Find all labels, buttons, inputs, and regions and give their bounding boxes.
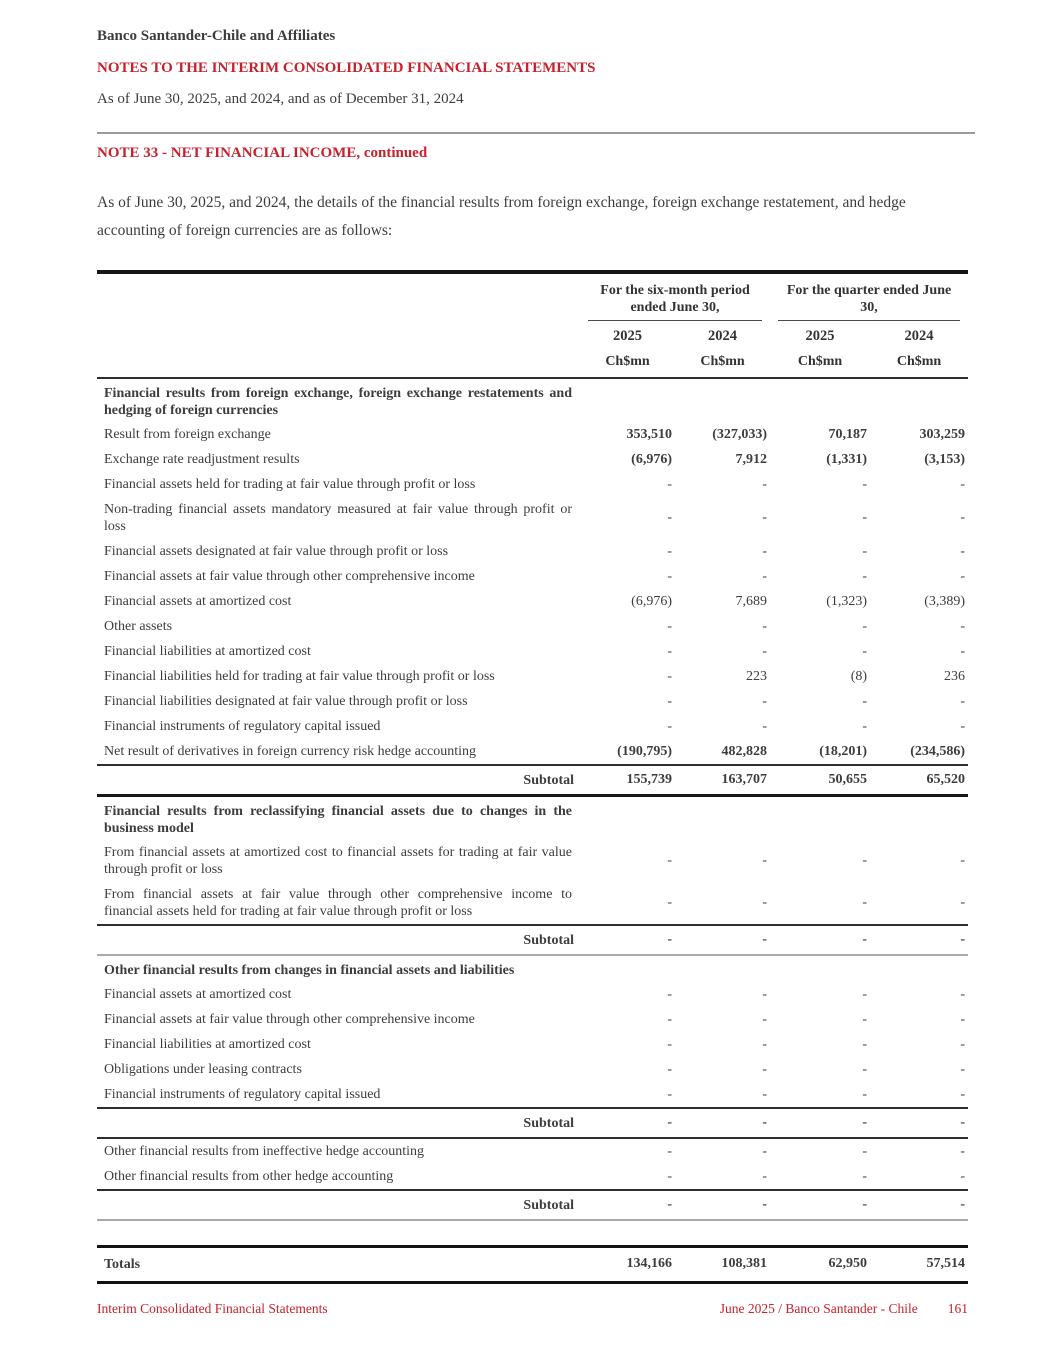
group-header-quarter-text: For the quarter ended June 30, bbox=[778, 280, 960, 321]
data-row bbox=[97, 589, 968, 614]
data-row bbox=[97, 639, 968, 664]
subtotal-row bbox=[97, 925, 968, 955]
value-cell: - bbox=[675, 1190, 770, 1220]
value-cell: - bbox=[762, 693, 768, 709]
value-cell: - bbox=[580, 1108, 675, 1138]
value-cell: - bbox=[762, 1011, 768, 1027]
value-cell: - bbox=[960, 543, 966, 559]
value-cell: 482,828 bbox=[721, 743, 768, 759]
row-label: Financial results from reclassifying financial assets due to changes in the business model bbox=[104, 804, 572, 836]
page-content bbox=[97, 28, 968, 1284]
value-cell: - bbox=[762, 568, 768, 584]
data-row bbox=[97, 982, 968, 1007]
value-cell bbox=[580, 1220, 675, 1246]
value-cell: - bbox=[960, 1036, 966, 1052]
value-cell: - bbox=[862, 986, 868, 1002]
unit-header-spacer bbox=[97, 347, 580, 378]
value-cell: (1,331) bbox=[826, 451, 868, 467]
value-cell: 62,950 bbox=[770, 1246, 870, 1282]
row-label: Non-trading financial assets mandatory measured at fair value through profit or loss bbox=[104, 502, 572, 534]
value-cell: - bbox=[960, 1086, 966, 1102]
value-cell: - bbox=[762, 986, 768, 1002]
value-cell: - bbox=[762, 1061, 768, 1077]
value-cell: (234,586) bbox=[910, 743, 966, 759]
note-title: NOTE 33 - NET FINANCIAL INCOME, continued bbox=[97, 145, 428, 161]
value-cell: - bbox=[960, 718, 966, 734]
value-cell: - bbox=[667, 510, 672, 525]
value-cell: 353,510 bbox=[626, 426, 672, 442]
row-label: Financial assets at fair value through other comprehensive income bbox=[104, 1012, 475, 1027]
value-cell: 7,912 bbox=[735, 451, 768, 467]
subtotal-row bbox=[97, 1190, 968, 1220]
value-cell: - bbox=[667, 1061, 672, 1077]
value-cell: (190,795) bbox=[617, 743, 672, 759]
value-cell bbox=[770, 796, 870, 841]
value-cell: (6,976) bbox=[631, 451, 672, 467]
value-cell: - bbox=[960, 1011, 966, 1027]
value-cell bbox=[870, 796, 968, 841]
row-label: Financial liabilities held for trading at fair value through profit or loss bbox=[104, 669, 495, 684]
value-cell: - bbox=[862, 643, 868, 659]
row-label: Obligations under leasing contracts bbox=[104, 1062, 302, 1077]
section-header-row bbox=[97, 378, 968, 422]
value-cell: - bbox=[762, 618, 768, 634]
value-cell: - bbox=[960, 1143, 966, 1159]
page-footer bbox=[97, 1301, 968, 1317]
value-cell: 65,520 bbox=[870, 765, 968, 796]
value-cell bbox=[870, 378, 968, 422]
value-cell: - bbox=[862, 853, 868, 868]
value-cell: - bbox=[862, 1086, 868, 1102]
value-cell bbox=[580, 955, 675, 982]
row-label: Financial assets at amortized cost bbox=[104, 594, 292, 609]
value-cell: - bbox=[667, 718, 672, 734]
value-cell: - bbox=[862, 1036, 868, 1052]
row-label: Financial instruments of regulatory capital issued bbox=[104, 1087, 381, 1102]
value-cell: - bbox=[667, 1086, 672, 1102]
data-row bbox=[97, 739, 968, 765]
value-cell: - bbox=[675, 925, 770, 955]
value-cell bbox=[675, 1220, 770, 1246]
value-cell: - bbox=[960, 618, 966, 634]
year-header: 2024 bbox=[708, 328, 737, 344]
data-row bbox=[97, 714, 968, 739]
row-label: Financial results from foreign exchange, foreign exchange restatements and hedging of foreign currencies bbox=[104, 386, 572, 418]
value-cell: - bbox=[667, 543, 672, 559]
value-cell bbox=[580, 378, 675, 422]
group-header-six-month bbox=[580, 272, 770, 321]
value-cell: - bbox=[960, 853, 966, 868]
data-row bbox=[97, 564, 968, 589]
row-label: Subtotal bbox=[97, 1190, 580, 1220]
row-label bbox=[97, 1220, 580, 1246]
row-label: Result from foreign exchange bbox=[104, 427, 271, 442]
value-cell bbox=[580, 796, 675, 841]
value-cell: (18,201) bbox=[819, 743, 868, 759]
value-cell: - bbox=[862, 718, 868, 734]
data-row bbox=[97, 1138, 968, 1164]
value-cell: 7,689 bbox=[735, 593, 768, 609]
value-cell: (3,153) bbox=[924, 451, 966, 467]
page-number: 161 bbox=[947, 1301, 968, 1316]
subtotal-row bbox=[97, 765, 968, 796]
table-header bbox=[97, 272, 968, 378]
value-cell: 303,259 bbox=[919, 426, 966, 442]
unit-header: Ch$mn bbox=[770, 347, 870, 378]
group-header-six-month-text: For the six-month period ended June 30, bbox=[588, 280, 762, 321]
gap-row bbox=[97, 1220, 968, 1246]
unit-header-row bbox=[97, 347, 968, 378]
totals-row bbox=[97, 1246, 968, 1282]
value-cell: - bbox=[960, 895, 966, 910]
footer-right-text: June 2025 / Banco Santander - Chile bbox=[719, 1301, 918, 1316]
data-row bbox=[97, 689, 968, 714]
section-header-row bbox=[97, 796, 968, 841]
row-label: Other financial results from changes in financial assets and liabilities bbox=[104, 963, 515, 978]
value-cell: - bbox=[770, 1190, 870, 1220]
value-cell bbox=[770, 378, 870, 422]
data-row bbox=[97, 882, 968, 925]
year-header: 2025 bbox=[805, 328, 835, 344]
data-row bbox=[97, 1164, 968, 1190]
year-header-row bbox=[97, 321, 968, 347]
row-label: Financial instruments of regulatory capital issued bbox=[104, 719, 381, 734]
date-line: As of June 30, 2025, and 2024, and as of December 31, 2024 bbox=[97, 91, 464, 107]
value-cell: - bbox=[960, 1168, 966, 1184]
value-cell: - bbox=[762, 853, 768, 868]
value-cell: - bbox=[762, 510, 768, 525]
row-label: Other financial results from other hedge accounting bbox=[104, 1169, 394, 1184]
data-row bbox=[97, 497, 968, 539]
value-cell: - bbox=[762, 718, 768, 734]
data-row bbox=[97, 422, 968, 447]
row-label: Financial assets at fair value through other comprehensive income bbox=[104, 569, 475, 584]
value-cell: - bbox=[667, 693, 672, 709]
data-row bbox=[97, 1057, 968, 1082]
value-cell: - bbox=[960, 568, 966, 584]
value-cell: - bbox=[770, 925, 870, 955]
row-label: Subtotal bbox=[97, 925, 580, 955]
value-cell: - bbox=[960, 476, 966, 492]
value-cell: - bbox=[862, 1168, 868, 1184]
row-label: Net result of derivatives in foreign currency risk hedge accounting bbox=[104, 744, 477, 759]
data-row bbox=[97, 1007, 968, 1032]
table-body bbox=[97, 378, 968, 1282]
value-cell: - bbox=[762, 1036, 768, 1052]
row-label: From financial assets at amortized cost to financial assets for trading at fair value through profit or loss bbox=[104, 845, 572, 877]
value-cell: - bbox=[762, 543, 768, 559]
value-cell: - bbox=[862, 1011, 868, 1027]
row-label: Financial assets held for trading at fair value through profit or loss bbox=[104, 477, 476, 492]
value-cell: - bbox=[862, 510, 868, 525]
value-cell: 236 bbox=[944, 668, 966, 684]
row-label: Financial assets at amortized cost bbox=[104, 987, 292, 1002]
row-label: Other financial results from ineffective hedge accounting bbox=[104, 1144, 425, 1159]
value-cell: - bbox=[762, 1086, 768, 1102]
value-cell: - bbox=[870, 925, 968, 955]
unit-header: Ch$mn bbox=[870, 347, 968, 378]
financial-results-table bbox=[97, 270, 968, 1284]
row-label: Totals bbox=[97, 1246, 580, 1282]
row-label: Exchange rate readjustment results bbox=[104, 452, 300, 467]
value-cell bbox=[675, 378, 770, 422]
value-cell: - bbox=[960, 693, 966, 709]
value-cell: - bbox=[960, 510, 966, 525]
value-cell: - bbox=[580, 1190, 675, 1220]
label-column-header bbox=[97, 272, 580, 321]
value-cell: - bbox=[960, 1061, 966, 1077]
value-cell: - bbox=[862, 895, 868, 910]
value-cell: - bbox=[667, 853, 672, 868]
value-cell bbox=[770, 1220, 870, 1246]
footer-left: Interim Consolidated Financial Statements bbox=[97, 1301, 328, 1316]
year-header-spacer bbox=[97, 321, 580, 347]
value-cell: - bbox=[762, 1168, 768, 1184]
value-cell bbox=[675, 796, 770, 841]
value-cell: - bbox=[770, 1108, 870, 1138]
value-cell: - bbox=[862, 1061, 868, 1077]
value-cell: (1,323) bbox=[826, 593, 868, 609]
document-title: NOTES TO THE INTERIM CONSOLIDATED FINANCIAL STATEMENTS bbox=[97, 60, 596, 76]
value-cell bbox=[770, 955, 870, 982]
row-label: Subtotal bbox=[97, 1108, 580, 1138]
value-cell: - bbox=[862, 476, 868, 492]
data-row bbox=[97, 447, 968, 472]
value-cell: - bbox=[862, 618, 868, 634]
intro-paragraph: As of June 30, 2025, and 2024, the details of the financial results from foreign exchange, foreign exchange restatement, and hedge accounting of foreign currencies are as follows: bbox=[97, 194, 906, 239]
data-row bbox=[97, 539, 968, 564]
value-cell: - bbox=[762, 643, 768, 659]
value-cell: (8) bbox=[850, 668, 868, 684]
data-row bbox=[97, 664, 968, 689]
value-cell: - bbox=[675, 1108, 770, 1138]
value-cell: - bbox=[667, 618, 672, 634]
value-cell: - bbox=[667, 643, 672, 659]
data-row bbox=[97, 1032, 968, 1057]
value-cell: 57,514 bbox=[870, 1246, 968, 1282]
value-cell: - bbox=[862, 1143, 868, 1159]
value-cell: - bbox=[870, 1190, 968, 1220]
value-cell: - bbox=[762, 476, 768, 492]
row-label: Other assets bbox=[104, 619, 173, 634]
year-header: 2024 bbox=[904, 328, 934, 344]
footer-right bbox=[720, 1301, 968, 1317]
value-cell: - bbox=[667, 895, 672, 910]
section-header-row bbox=[97, 955, 968, 982]
unit-header: Ch$mn bbox=[580, 347, 675, 378]
value-cell: - bbox=[667, 1036, 672, 1052]
unit-header: Ch$mn bbox=[675, 347, 770, 378]
group-header-quarter bbox=[770, 272, 968, 321]
value-cell: (327,033) bbox=[712, 426, 768, 442]
data-row bbox=[97, 840, 968, 882]
value-cell: (6,976) bbox=[631, 593, 672, 609]
data-row bbox=[97, 614, 968, 639]
row-label: Financial assets designated at fair value through profit or loss bbox=[104, 544, 449, 559]
value-cell: - bbox=[862, 693, 868, 709]
value-cell bbox=[870, 1220, 968, 1246]
value-cell: - bbox=[862, 568, 868, 584]
value-cell: 223 bbox=[746, 668, 768, 684]
value-cell: - bbox=[667, 986, 672, 1002]
value-cell: - bbox=[667, 1168, 672, 1184]
value-cell: - bbox=[667, 668, 672, 684]
value-cell: - bbox=[667, 476, 672, 492]
value-cell: - bbox=[862, 543, 868, 559]
data-row bbox=[97, 472, 968, 497]
group-header-row bbox=[97, 272, 968, 321]
year-header: 2025 bbox=[613, 328, 642, 344]
row-label: Financial liabilities at amortized cost bbox=[104, 1037, 311, 1052]
value-cell: - bbox=[870, 1108, 968, 1138]
row-label: Subtotal bbox=[97, 765, 580, 796]
value-cell: 50,655 bbox=[770, 765, 870, 796]
value-cell: - bbox=[667, 568, 672, 584]
value-cell: - bbox=[762, 1143, 768, 1159]
row-label: Financial liabilities at amortized cost bbox=[104, 644, 311, 659]
value-cell bbox=[675, 955, 770, 982]
value-cell: - bbox=[960, 643, 966, 659]
company-name: Banco Santander-Chile and Affiliates bbox=[97, 28, 336, 44]
row-label: Financial liabilities designated at fair value through profit or loss bbox=[104, 694, 468, 709]
value-cell: 155,739 bbox=[580, 765, 675, 796]
value-cell: - bbox=[580, 925, 675, 955]
value-cell: 108,381 bbox=[675, 1246, 770, 1282]
value-cell: 70,187 bbox=[828, 426, 868, 442]
value-cell: - bbox=[667, 1143, 672, 1159]
value-cell bbox=[870, 955, 968, 982]
row-label: From financial assets at fair value through other comprehensive income to financial assets held for trading at fair value through profit or loss bbox=[104, 887, 572, 919]
value-cell: 163,707 bbox=[675, 765, 770, 796]
value-cell: - bbox=[667, 1011, 672, 1027]
subtotal-row bbox=[97, 1108, 968, 1138]
value-cell: - bbox=[762, 895, 768, 910]
data-row bbox=[97, 1082, 968, 1108]
section-divider bbox=[97, 132, 975, 134]
value-cell: (3,389) bbox=[924, 593, 966, 609]
value-cell: - bbox=[960, 986, 966, 1002]
value-cell: 134,166 bbox=[580, 1246, 675, 1282]
